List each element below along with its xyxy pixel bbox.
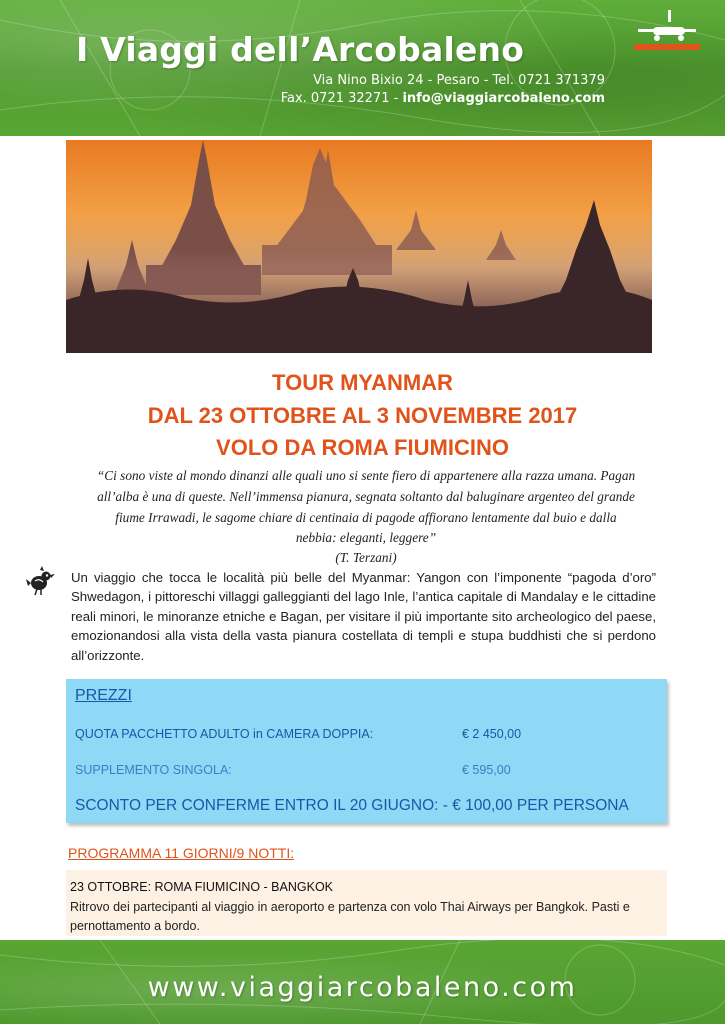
prices-title: PREZZI	[75, 687, 132, 704]
bagan-temples-photo	[66, 140, 652, 353]
brand-title: I Viaggi dell’Arcobaleno	[76, 30, 525, 69]
single-supplement-label: SUPPLEMENTO SINGOLA:	[75, 763, 232, 777]
quote-line-4: nebbia: eleganti, leggere”	[295, 530, 437, 545]
airplane-icon	[632, 8, 702, 54]
day-description: Ritrovo dei partecipanti al viaggio in aeroporto e partenza con volo Thai Airways per Bangkok. Pasti e pernottamento a bordo.	[70, 900, 630, 933]
prices-box	[66, 679, 667, 823]
header-banner	[0, 0, 725, 136]
tour-title: TOUR MYANMAR	[272, 370, 453, 395]
email-link[interactable]: info@viaggiarcobaleno.com	[402, 91, 605, 106]
address-line: Via Nino Bixio 24 - Pesaro - Tel. 0721 371379	[313, 73, 605, 88]
day-title: 23 OTTOBRE: ROMA FIUMICINO - BANGKOK	[70, 880, 334, 894]
tour-flight: VOLO DA ROMA FIUMICINO	[216, 435, 509, 460]
day-item	[66, 870, 667, 936]
single-supplement-value: € 595,00	[462, 763, 511, 777]
contact-line	[281, 91, 605, 106]
quote-author: (T. Terzani)	[335, 550, 397, 565]
tour-dates: DAL 23 OTTOBRE AL 3 NOVEMBRE 2017	[147, 403, 578, 428]
footer-banner	[0, 940, 725, 1024]
quote-line-2: all’alba è una di queste. Nell’immensa pianura, segnata soltanto dal baluginare argenteo del grande	[97, 489, 635, 504]
program-title: PROGRAMMA 11 GIORNI/9 NOTTI:	[68, 845, 295, 861]
discount-text: SCONTO PER CONFERME ENTRO IL 20 GIUGNO: - € 100,00 PER PERSONA	[75, 797, 629, 814]
adult-price-label: QUOTA PACCHETTO ADULTO in CAMERA DOPPIA:	[75, 727, 374, 741]
quote-line-3: fiume Irrawadi, le sagome chiare di centinaia di pagode affiorano lentamente dal buio e dalla	[115, 510, 617, 525]
quote-line-1: “Ci sono viste al mondo dinanzi alle quali uno si sente fiero di appartenere alla razza umana. Pagan	[96, 468, 636, 483]
website-link[interactable]: www.viaggiarcobaleno.com	[147, 972, 578, 1003]
intro-paragraph: Un viaggio che tocca le località più belle del Myanmar: Yangon con l’imponente “pagoda d’oro” Shwedagon, i pittoreschi villaggi galleggianti del lago Inle, l’antica capitale di Mandalay e le cittadine reali minori, le minoranze etniche e Bagan, per visitare il più importante sito archeologico del paese, emozionandosi alla vista della vasta pianura costellata di templi e stupa buddhisti che si perdono all’orizzonte.	[71, 570, 656, 663]
bird-icon	[26, 566, 56, 596]
adult-price-value: € 2 450,00	[462, 727, 522, 741]
fax-text: Fax. 0721 32271 -	[280, 91, 403, 106]
